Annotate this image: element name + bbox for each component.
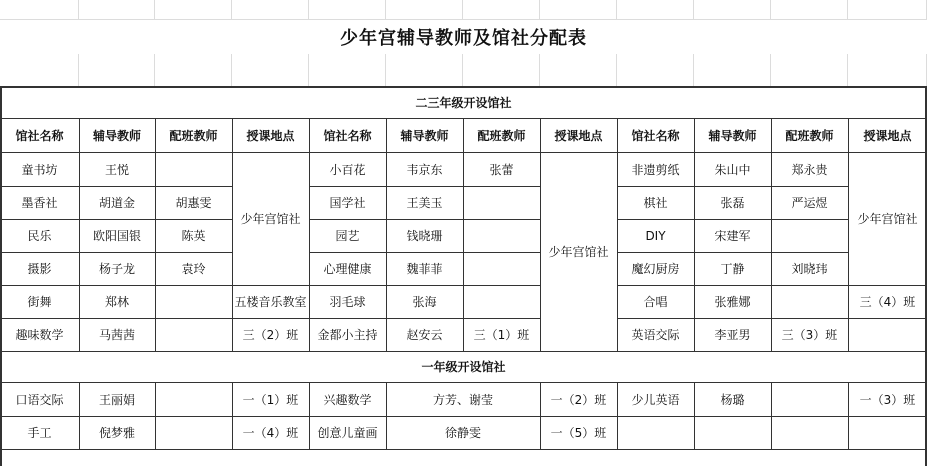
- section-title-grade-2-3[interactable]: 二三年级开设馆社: [415, 96, 512, 110]
- table-cell[interactable]: 方芳、谢莹: [432, 392, 493, 407]
- column-header[interactable]: 配班教师: [169, 128, 218, 143]
- border-line: [617, 252, 694, 253]
- table-cell[interactable]: 摄影: [27, 262, 52, 276]
- border-line: [771, 118, 772, 351]
- column-header[interactable]: 辅导教师: [92, 128, 141, 143]
- grid-cell[interactable]: [848, 0, 927, 20]
- table-cell[interactable]: 赵安云: [406, 328, 443, 342]
- page-title[interactable]: 少年宫辅导教师及馆社分配表: [0, 20, 927, 54]
- table-cell[interactable]: 郑林: [104, 295, 129, 309]
- table-cell[interactable]: 童书坊: [21, 162, 58, 177]
- border-line: [386, 118, 387, 351]
- border-line: [694, 285, 771, 286]
- border-line: [463, 118, 464, 351]
- table-cell[interactable]: 民乐: [27, 229, 52, 243]
- border-line: [386, 252, 463, 253]
- border-line: [155, 219, 232, 220]
- border-line: [386, 219, 463, 220]
- border-line: [79, 118, 80, 351]
- table-cell[interactable]: 口语交际: [15, 392, 64, 407]
- border-line: [79, 318, 155, 319]
- table-cell[interactable]: 徐静雯: [444, 426, 481, 440]
- table-cell[interactable]: 三（1）班: [473, 328, 530, 342]
- table-cell[interactable]: 王悦: [104, 162, 129, 177]
- table-cell[interactable]: 非遗剪纸: [631, 162, 680, 177]
- grid-cell[interactable]: [540, 0, 617, 20]
- table-cell[interactable]: 魏菲菲: [406, 262, 443, 276]
- table-cell[interactable]: DIY: [645, 228, 666, 243]
- table-cell[interactable]: 三（2）班: [242, 328, 299, 342]
- spacer-row: [0, 54, 927, 87]
- table-cell[interactable]: 五楼音乐教室: [234, 295, 307, 309]
- table-cell[interactable]: 一（1）班: [242, 392, 299, 407]
- border-line: [79, 252, 155, 253]
- border-line: [617, 186, 694, 187]
- border-line: [463, 252, 540, 253]
- border-line: [463, 219, 540, 220]
- border-line: [155, 285, 232, 286]
- border-line: [232, 118, 233, 351]
- border-line: [386, 318, 463, 319]
- border-line: [463, 285, 540, 286]
- table-cell[interactable]: 陈英: [181, 229, 206, 243]
- border-line: [694, 219, 771, 220]
- border-line: [694, 252, 771, 253]
- border-line: [771, 186, 848, 187]
- table-cell[interactable]: 丁静: [720, 262, 745, 276]
- table-cell[interactable]: 杨子龙: [98, 262, 135, 276]
- section-title-grade-1[interactable]: 一年级开设馆社: [421, 360, 506, 374]
- border-line: [694, 318, 771, 319]
- border-line: [232, 285, 309, 286]
- grid-cell[interactable]: [617, 0, 694, 20]
- table-cell[interactable]: 少儿英语: [631, 392, 680, 407]
- border-line: [386, 186, 463, 187]
- border-line: [771, 219, 848, 220]
- border-line: [0, 87, 2, 466]
- column-header[interactable]: 配班教师: [477, 128, 526, 143]
- border-line: [155, 118, 156, 351]
- table-cell[interactable]: 杨璐: [720, 392, 745, 407]
- table-cell[interactable]: 张雅娜: [714, 295, 751, 309]
- table-cell[interactable]: 心理健康: [323, 262, 372, 276]
- border-line: [0, 86, 927, 88]
- table-cell[interactable]: 胡道金: [98, 196, 135, 210]
- border-line: [155, 318, 232, 319]
- table-cell[interactable]: 张蕾: [489, 162, 514, 177]
- table-cell[interactable]: 李亚男: [714, 328, 751, 342]
- grid-cell[interactable]: [0, 0, 79, 20]
- border-line: [848, 318, 927, 319]
- border-line: [309, 186, 386, 187]
- column-header[interactable]: 馆社名称: [631, 128, 680, 143]
- table-cell[interactable]: 马茜茜: [98, 328, 135, 342]
- border-line: [0, 252, 79, 253]
- border-line: [617, 118, 618, 351]
- border-line: [694, 118, 695, 351]
- border-line: [0, 318, 79, 319]
- table-cell[interactable]: 合唱: [643, 295, 668, 309]
- table-cell[interactable]: 严运煜: [791, 196, 828, 210]
- column-header[interactable]: 馆社名称: [323, 128, 372, 143]
- table-cell[interactable]: 刘晓玮: [791, 262, 828, 276]
- border-line: [540, 118, 541, 351]
- column-header[interactable]: 馆社名称: [15, 128, 64, 143]
- border-line: [155, 252, 232, 253]
- grid-cell[interactable]: [155, 0, 232, 20]
- border-line: [617, 219, 694, 220]
- table-cell[interactable]: 钱晓珊: [406, 229, 443, 243]
- table-cell[interactable]: 手工: [27, 426, 52, 440]
- border-line: [771, 285, 848, 286]
- grid-cell[interactable]: [386, 0, 463, 20]
- border-line: [79, 219, 155, 220]
- table-cell[interactable]: 三（3）班: [781, 328, 838, 342]
- merged-location-3[interactable]: 少年宫馆社: [857, 212, 918, 226]
- border-line: [309, 285, 386, 286]
- grid-cell[interactable]: [309, 0, 386, 20]
- table-cell[interactable]: 倪梦雅: [98, 426, 135, 440]
- table-cell[interactable]: 张海: [412, 295, 437, 309]
- table-cell[interactable]: 三（4）班: [859, 295, 916, 309]
- table-cell[interactable]: 棋社: [643, 196, 668, 210]
- table-cell[interactable]: 国学社: [329, 196, 366, 210]
- border-line: [0, 285, 79, 286]
- grid-cell[interactable]: [771, 0, 848, 20]
- border-line: [463, 186, 540, 187]
- border-line: [232, 318, 309, 319]
- table-cell[interactable]: 魔幻厨房: [631, 262, 680, 276]
- border-line: [309, 219, 386, 220]
- table-cell[interactable]: 朱山中: [714, 162, 751, 177]
- table-cell[interactable]: 英语交际: [631, 328, 680, 342]
- table-cell[interactable]: 王美玉: [406, 196, 443, 210]
- merged-location-2[interactable]: 少年宫馆社: [548, 245, 609, 259]
- border-line: [463, 318, 540, 319]
- border-line: [309, 118, 310, 351]
- table-cell[interactable]: 王丽娟: [98, 392, 135, 407]
- border-line: [79, 186, 155, 187]
- table-cell[interactable]: 趣味数学: [15, 328, 64, 342]
- table-cell[interactable]: 一（5）班: [550, 426, 607, 440]
- table-cell[interactable]: 欧阳国银: [92, 229, 141, 243]
- border-line: [0, 351, 927, 352]
- border-line: [848, 285, 927, 286]
- border-line: [617, 318, 694, 319]
- border-line: [0, 382, 927, 383]
- border-line: [309, 252, 386, 253]
- border-line: [771, 252, 848, 253]
- table-cell[interactable]: 一（3）班: [859, 392, 916, 407]
- grid-cell[interactable]: [463, 0, 540, 20]
- border-line: [694, 186, 771, 187]
- border-line: [155, 186, 232, 187]
- table-cell[interactable]: 墨香社: [21, 196, 58, 210]
- border-line: [386, 285, 463, 286]
- grid-cell[interactable]: [79, 0, 155, 20]
- table-cell[interactable]: 羽毛球: [329, 295, 366, 309]
- table-cell[interactable]: 街舞: [27, 295, 52, 309]
- border-line: [771, 318, 848, 319]
- table-cell[interactable]: 一（2）班: [550, 392, 607, 407]
- table-cell[interactable]: 郑永贵: [791, 162, 828, 177]
- column-header[interactable]: 辅导教师: [400, 128, 449, 143]
- column-header[interactable]: 授课地点: [554, 128, 603, 143]
- table-cell[interactable]: 宋建军: [714, 229, 751, 243]
- column-header[interactable]: 配班教师: [785, 128, 834, 143]
- table-cell[interactable]: 小百花: [329, 162, 366, 177]
- column-header[interactable]: 授课地点: [246, 128, 295, 143]
- border-line: [0, 186, 79, 187]
- column-header[interactable]: 授课地点: [863, 128, 912, 143]
- table-cell[interactable]: 张磊: [720, 196, 745, 210]
- border-line: [848, 118, 849, 351]
- table-cell[interactable]: 一（4）班: [242, 426, 299, 440]
- grid-cell[interactable]: [232, 0, 309, 20]
- border-line: [309, 318, 386, 319]
- border-line: [0, 219, 79, 220]
- border-line: [79, 285, 155, 286]
- grid-cell[interactable]: [694, 0, 771, 20]
- table-cell[interactable]: 金都小主持: [317, 328, 378, 342]
- border-line: [617, 285, 694, 286]
- table-cell[interactable]: 创意儿童画: [317, 426, 378, 440]
- border-line: [0, 449, 927, 450]
- table-cell[interactable]: 韦京东: [406, 162, 443, 177]
- merged-location-1[interactable]: 少年宫馆社: [240, 212, 301, 226]
- border-line: [0, 416, 927, 417]
- table-cell[interactable]: 袁玲: [181, 262, 206, 276]
- column-header[interactable]: 辅导教师: [708, 128, 757, 143]
- table-cell[interactable]: 园艺: [335, 229, 360, 243]
- table-cell[interactable]: 胡惠雯: [175, 196, 212, 210]
- table-cell[interactable]: 兴趣数学: [323, 392, 372, 407]
